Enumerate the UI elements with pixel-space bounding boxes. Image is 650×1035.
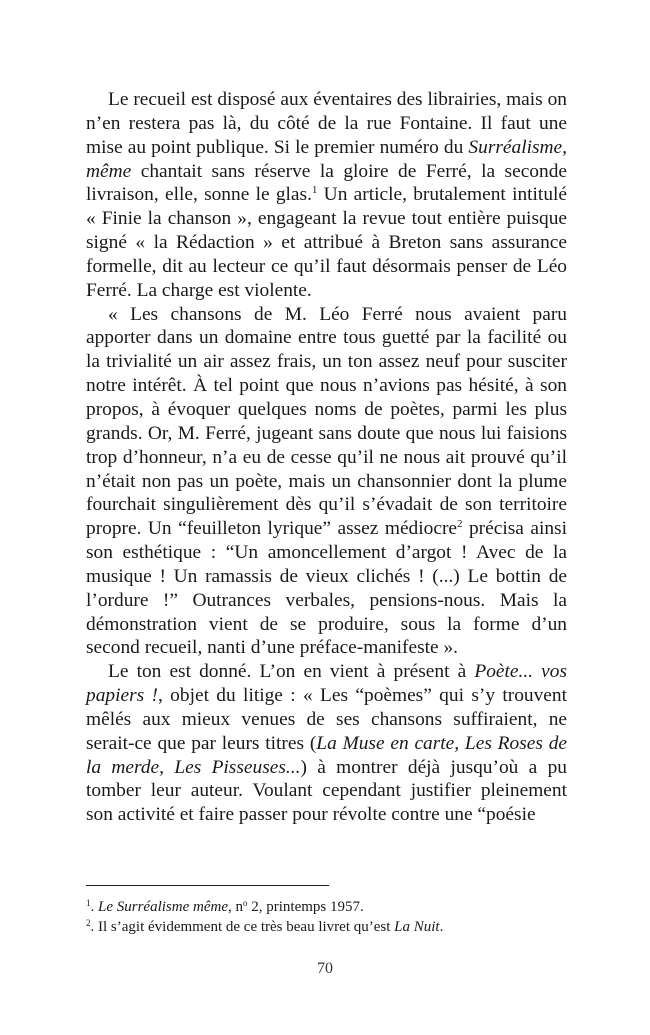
text-run: chantait sans réserve la gloire de Ferré, la seconde livraison, elle, sonne le glas. bbox=[86, 160, 567, 206]
text-run: . Il s’agit évidemment de ce très beau livret qu’est bbox=[90, 919, 395, 935]
footnote bbox=[86, 917, 567, 937]
italic-text: Surréalisme, même bbox=[86, 136, 567, 182]
paragraph bbox=[86, 303, 567, 661]
body-text bbox=[86, 88, 567, 827]
italic-text: La Nuit bbox=[394, 919, 440, 935]
superscript: 2 bbox=[86, 918, 91, 928]
text-run: ) à montrer déjà jusqu’où a pu tomber leur auteur. Voulant cependant justifier pleinement son activité et faire passer pour révolte contre une “poésie bbox=[86, 756, 567, 826]
footnote-separator bbox=[86, 885, 329, 886]
italic-text: Poète... vos papiers ! bbox=[86, 661, 567, 707]
text-run: , n bbox=[227, 899, 243, 915]
superscript: 1 bbox=[86, 898, 91, 908]
text-run: Le recueil est disposé aux éventaires des librairies, mais on n’en restera pas là, du côté de la rue Fontaine. Il faut une mise au point publique. Si le premier numéro du bbox=[86, 89, 567, 158]
paragraph bbox=[86, 660, 567, 827]
italic-text: Le Surréalisme même bbox=[98, 899, 228, 915]
footnotes bbox=[86, 897, 567, 937]
paragraph bbox=[86, 88, 567, 303]
text-run: , objet du litige : « Les “poèmes” qui s’y trouvent mêlés aux mieux venues de ses chansons suffiraient, ne serait-ce que par leurs titres ( bbox=[86, 685, 567, 754]
text-run: Un article, brutalement intitulé « Finie la chanson », engageant la revue tout entière puisque signé « la Rédaction » et attribué à Breton sans assurance formelle, dit au lecteur ce qu’il faut désormais penser de Léo Ferré. La charge est violente. bbox=[86, 184, 568, 301]
text-run: « Les chansons de M. Léo Ferré nous avaient paru apporter dans un domaine entre tous guetté par la facilité ou la trivialité un air assez frais, un ton assez neuf pour susciter notre intérêt. À tel point que nous n’avions pas hésité, à son propos, à évoquer quelques noms de poètes, parmi les plus grands. Or, M. Ferré, jugeant sans doute que nous lui faisions trop d’honneur, n’a eu de cesse qu’il ne nous ait prouvé qu’il n’était non pas un poète, mais un chansonnier dont la plume fourchait singulièrement dès qu’il s’évadait de son territoire propre. Un “feuilleton lyrique” assez médiocre bbox=[86, 303, 567, 540]
footnote bbox=[86, 897, 567, 917]
text-run: Le ton est donné. L’on en vient à présent à bbox=[108, 661, 475, 683]
text-run: . bbox=[90, 899, 98, 915]
page-number: 70 bbox=[317, 960, 333, 977]
text-run: 2, printemps 1957. bbox=[247, 899, 364, 915]
text-run: précisa ainsi son esthétique : “Un amoncellement d’argot ! Avec de la musique ! Un ramassis de vieux clichés ! (...) Le bottin de l’ordure !” Outrances verbales, pensions-nous. Mais la démonstration vient de se produire, sous la forme d’un second recueil, nanti d’une préface-manifeste ». bbox=[86, 518, 567, 659]
text-run: . bbox=[439, 919, 444, 935]
superscript: 1 bbox=[311, 184, 318, 197]
superscript: 2 bbox=[457, 518, 463, 531]
italic-text: La Muse en carte, Les Roses de la merde, Les Pisseuses... bbox=[86, 732, 567, 778]
superscript: o bbox=[242, 898, 248, 908]
